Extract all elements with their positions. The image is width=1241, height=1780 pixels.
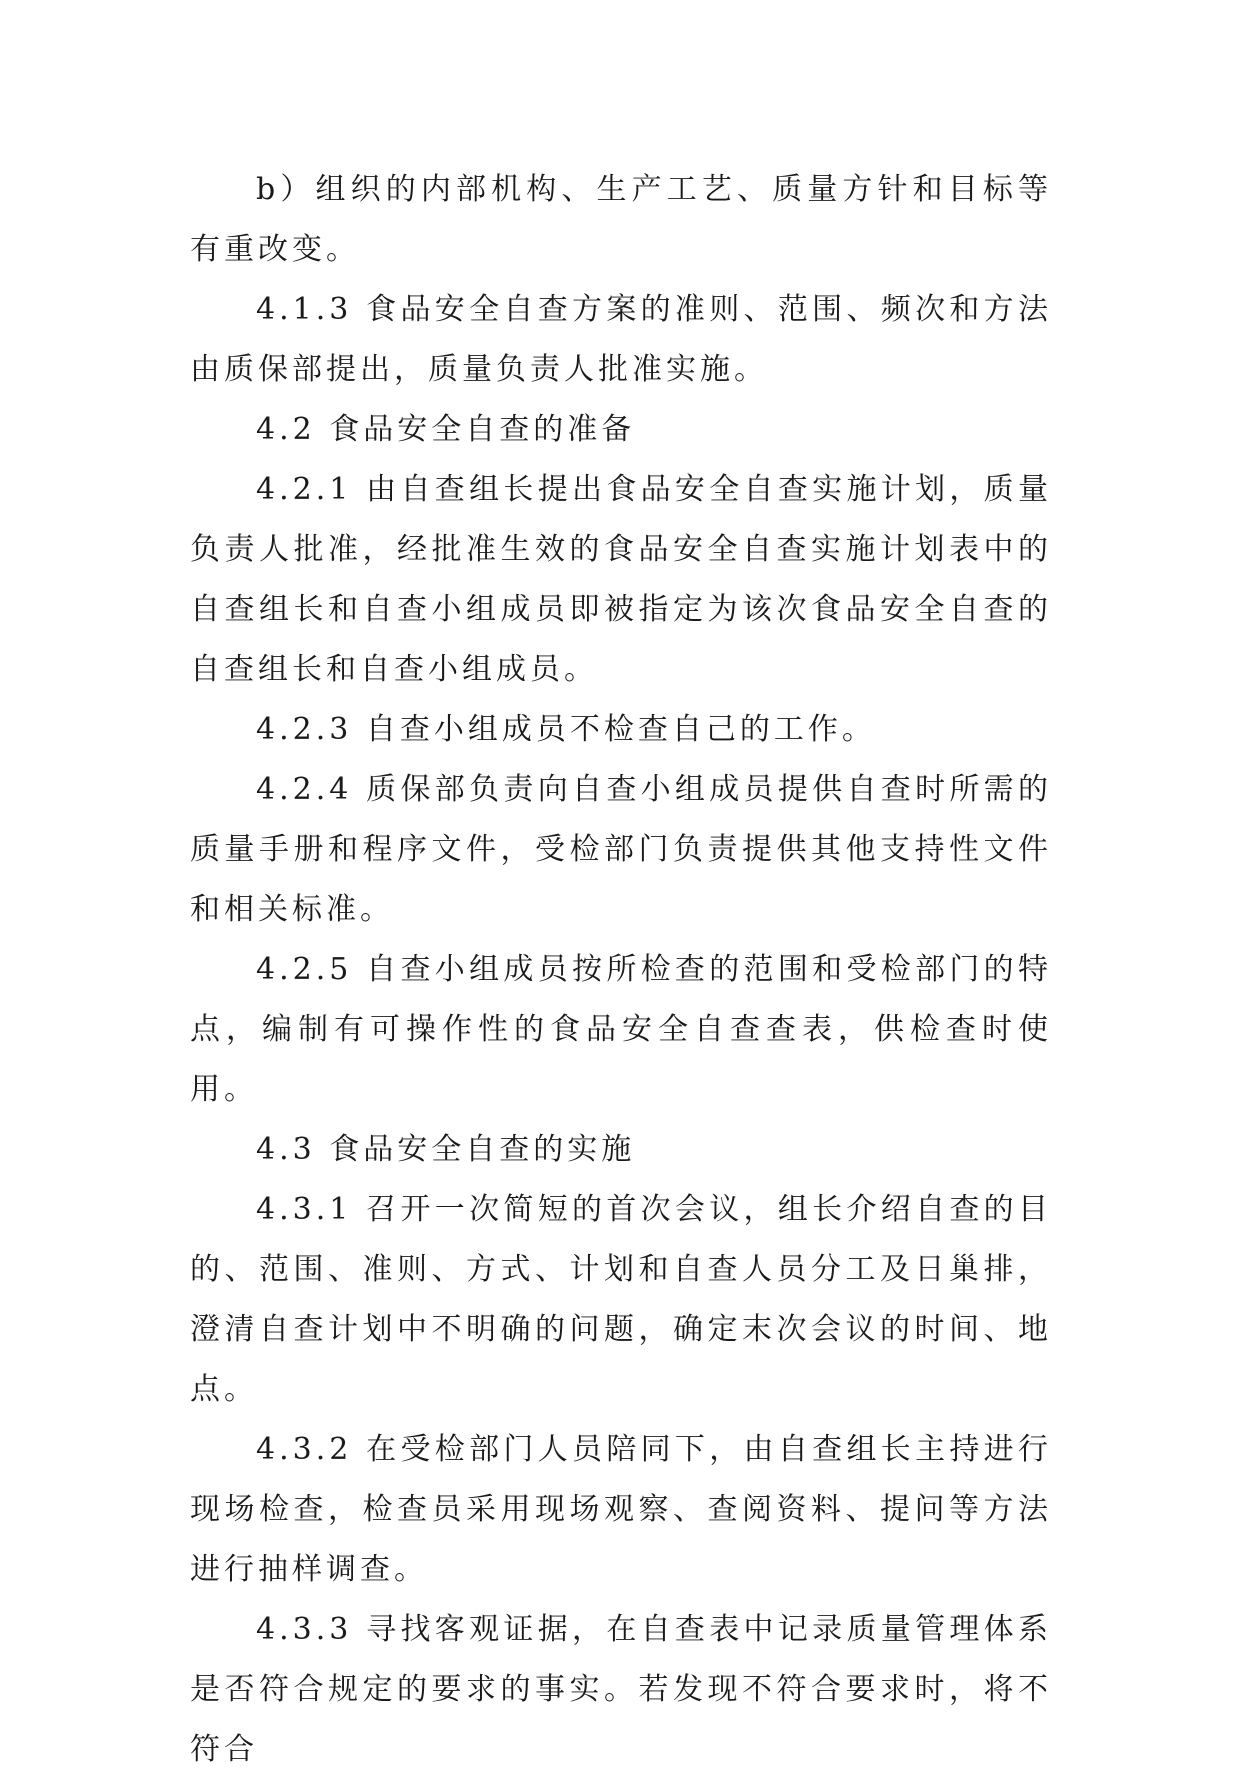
heading-4-3: 4.3 食品安全自查的实施 (256, 1132, 636, 1167)
paragraph-4-3-2: 4.3.2 在受检部门人员陪同下，由自查组长主持进行现场检查，检查员采用现场观察、查阅资料、提问等方法进行抽样调查。 (190, 1432, 1052, 1587)
paragraph-4-3-1: 4.3.1 召开一次简短的首次会议，组长介绍自查的目的、范围、准则、方式、计划和自查人员分工及日巢排，澄清自查计划中不明确的问题，确定末次会议的时间、地点。 (190, 1192, 1052, 1407)
paragraph-4-2-4: 4.2.4 质保部负责向自查小组成员提供自查时所需的质量手册和程序文件，受检部门负责提供其他支持性文件和相关标准。 (190, 772, 1052, 927)
paragraph-4-2-1: 4.2.1 由自查组长提出食品安全自查实施计划，质量负责人批准，经批准生效的食品安全自查实施计划表中的自查组长和自查小组成员即被指定为该次食品安全自查的自查组长和自查小组成员。 (190, 472, 1052, 687)
paragraph-4-2-5: 4.2.5 自查小组成员按所检查的范围和受检部门的特点，编制有可操作性的食品安全自查查表，供检查时使用。 (190, 952, 1052, 1107)
paragraph-b-major-change: b）组织的内部机构、生产工艺、质量方针和目标等有重改变。 (190, 172, 1052, 267)
paragraph-4-1-3: 4.1.3 食品安全自查方案的准则、范围、频次和方法由质保部提出，质量负责人批准实施。 (190, 292, 1052, 387)
paragraph-4-3-3: 4.3.3 寻找客观证据，在自查表中记录质量管理体系是否符合规定的要求的事实。若发现不符合要求时，将不符合 (190, 1612, 1052, 1767)
heading-4-2: 4.2 食品安全自查的准备 (256, 412, 636, 447)
document-body (190, 160, 1052, 1780)
paragraph-4-2-3: 4.2.3 自查小组成员不检查自己的工作。 (256, 712, 876, 747)
